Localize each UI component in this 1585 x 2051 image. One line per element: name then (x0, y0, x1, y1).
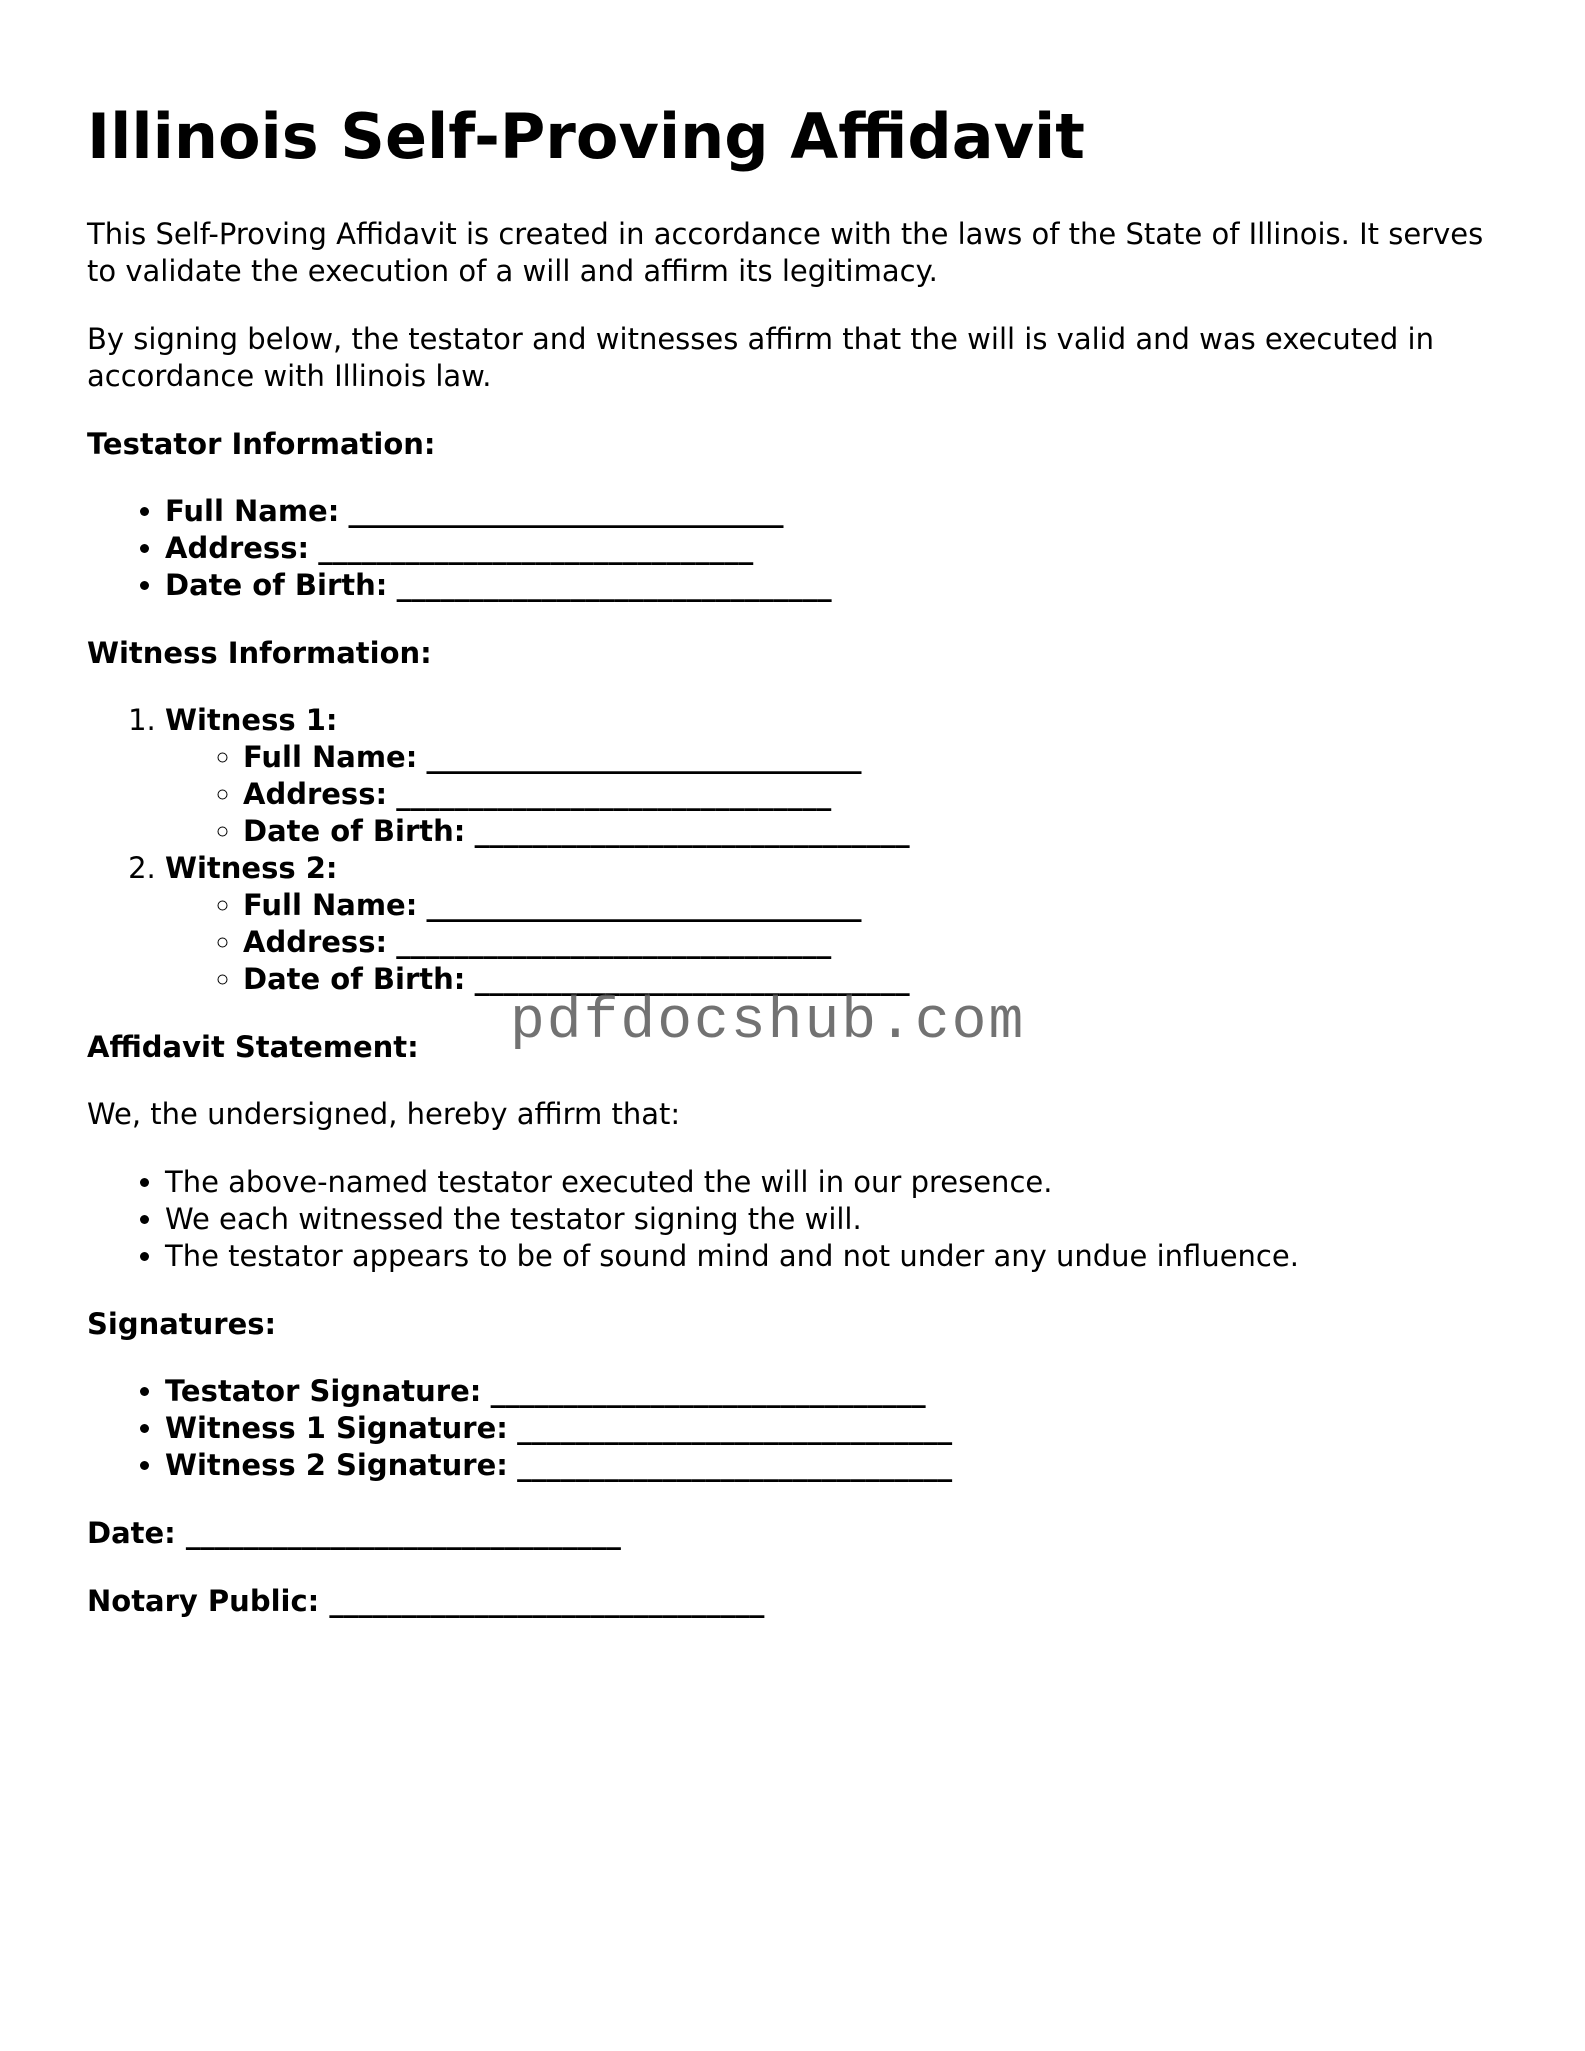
intro-paragraph-1: This Self-Proving Affidavit is created in accordance with the laws of the State of Illinois. It serves to validate the execution of a will and affirm its legitimacy. (87, 217, 1484, 289)
testator-full-name-field[interactable]: • Full Name: ______________________________ (165, 493, 1507, 530)
signature-list (87, 1373, 1507, 1484)
document-page (87, 100, 1507, 1651)
statement-list (87, 1164, 1507, 1275)
witness-1-signature-field[interactable]: • Witness 1 Signature: ______________________________ (165, 1410, 1507, 1447)
witness-heading: Witness Information: (87, 636, 432, 671)
witness-2-fields (165, 887, 1507, 998)
page-title: Illinois Self-Proving Affidavit (87, 100, 1085, 173)
testator-fields (87, 493, 1507, 604)
witness-2-dob-field[interactable]: ◦ Date of Birth: ______________________________ (243, 961, 1507, 998)
notary-public-field[interactable]: Notary Public: ______________________________ (87, 1584, 765, 1619)
witness-list (87, 702, 1507, 998)
testator-signature-field[interactable]: • Testator Signature: ______________________________ (165, 1373, 1507, 1410)
testator-heading: Testator Information: (87, 427, 436, 462)
signatures-heading: Signatures: (87, 1307, 277, 1342)
witness-1-full-name-field[interactable]: ◦ Full Name: ______________________________ (243, 739, 1507, 776)
witness-1-fields (165, 739, 1507, 850)
statement-item: • We each witnessed the testator signing the will. (165, 1201, 1507, 1238)
witness-2-signature-field[interactable]: • Witness 2 Signature: ______________________________ (165, 1447, 1507, 1484)
intro-paragraph-2: By signing below, the testator and witnesses affirm that the will is valid and was executed in accordance with Illinois law. (87, 322, 1434, 394)
witness-2: 2. Witness 2: ◦ Full Name: ______________________________ ◦ Address: ______________________________ ◦ Date of Birth: ______________________________ (165, 850, 1507, 998)
witness-2-address-field[interactable]: ◦ Address: ______________________________ (243, 924, 1507, 961)
watermark: pdfdocshub.com (510, 990, 1026, 1055)
statement-heading: Affidavit Statement: (87, 1030, 419, 1065)
statement-item: • The above-named testator executed the will in our presence. (165, 1164, 1507, 1201)
witness-2-full-name-field[interactable]: ◦ Full Name: ______________________________ (243, 887, 1507, 924)
witness-1-address-field[interactable]: ◦ Address: ______________________________ (243, 776, 1507, 813)
statement-lead: We, the undersigned, hereby affirm that: (87, 1097, 681, 1132)
statement-item: • The testator appears to be of sound mind and not under any undue influence. (165, 1238, 1507, 1275)
date-field[interactable]: Date: ______________________________ (87, 1516, 621, 1551)
witness-1-dob-field[interactable]: ◦ Date of Birth: ______________________________ (243, 813, 1507, 850)
testator-dob-field[interactable]: • Date of Birth: ______________________________ (165, 567, 1507, 604)
witness-1: 1. Witness 1: ◦ Full Name: ______________________________ ◦ Address: ______________________________ ◦ Date of Birth: ______________________________ (165, 702, 1507, 850)
testator-address-field[interactable]: • Address: ______________________________ (165, 530, 1507, 567)
